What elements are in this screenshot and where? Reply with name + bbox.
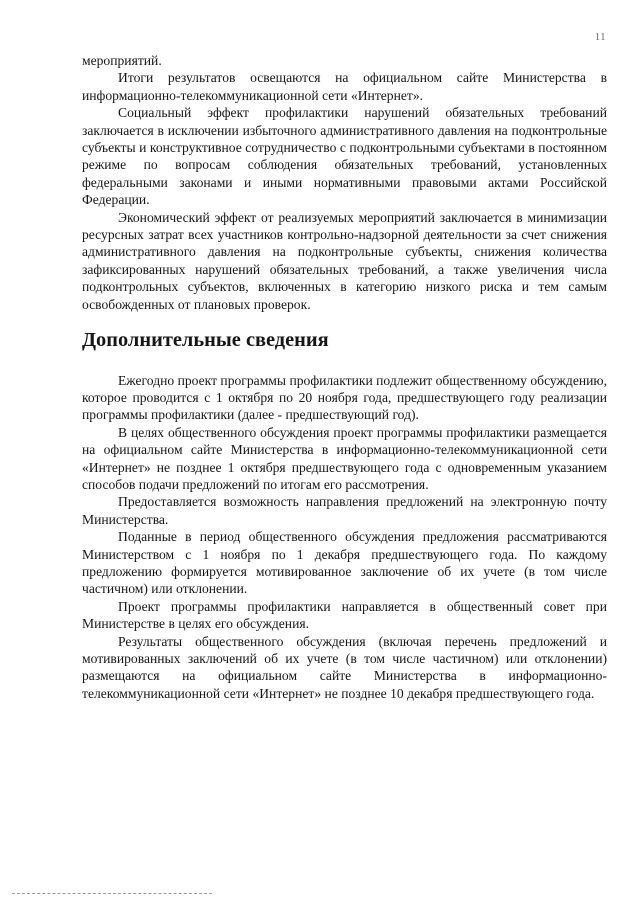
paragraph-social-effect: Социальный эффект профилактики нарушений обязательных требований заключается в исключении избыточного административного давления на подконтрольные субъекты и конструктивное сотрудничество с подконтрольными субъектами в постоянном режиме по вопросам соблюдения обязательных требований, установленных федеральными законами и иными нормативными правовыми актами Российской Федерации.	[82, 105, 607, 208]
paragraph-placement: В целях общественного обсуждения проект программы профилактики размещается на официальном сайте Министерства в информационно-телекоммуникационной сети «Интернет» не позднее 1 октября предшествующего года с одновременным указанием способов подачи предложений по итогам его рассмотрения.	[82, 424, 607, 492]
page-number: 11	[594, 32, 606, 43]
paragraph-public-council: Проект программы профилактики направляется в общественный совет при Министерстве в целях его обсуждения.	[82, 598, 607, 632]
paragraph-annual-discussion: Ежегодно проект программы профилактики подлежит общественному обсуждению, которое проводится с 1 октября по 20 ноября года, предшествующего году реализации программы профилактики (далее - предшествующий год).	[82, 372, 607, 423]
paragraph-economic-effect: Экономический эффект от реализуемых мероприятий заключается в минимизации ресурсных затрат всех участников контрольно-надзорной деятельности за счет снижения административного давления на подконтрольные субъекты, снижения количества зафиксированных нарушений обязательных требований, а также увеличения числа подконтрольных субъектов, включенных в категорию низкого риска и тем самым освобожденных от плановых проверок.	[82, 209, 607, 312]
section-heading: Дополнительные сведения	[82, 329, 329, 352]
document-body	[82, 52, 607, 702]
paragraph-results-publication: Итоги результатов освещаются на официальном сайте Министерства в информационно-телекоммуникационной сети «Интернет».	[82, 70, 607, 103]
bottom-scan-line	[12, 893, 212, 894]
paragraph-continuation: мероприятий.	[82, 53, 162, 68]
paragraph-email-proposals: Предоставляется возможность направления предложений на электронную почту Министерства.	[82, 494, 607, 527]
paragraph-results-posting: Результаты общественного обсуждения (включая перечень предложений и мотивированных заключений об их учете (в том числе частичном) или отклонении) размещаются на официальном сайте Министерства в информационно-телекоммуникационной сети «Интернет» не позднее 10 декабря предшествующего года.	[82, 633, 607, 701]
paragraph-proposal-review: Поданные в период общественного обсуждения предложения рассматриваются Министерством с 1 ноября по 1 декабря предшествующего года. По каждому предложению формируется мотивированное заключение об их учете (в том числе частичном) или отклонении.	[82, 529, 607, 597]
